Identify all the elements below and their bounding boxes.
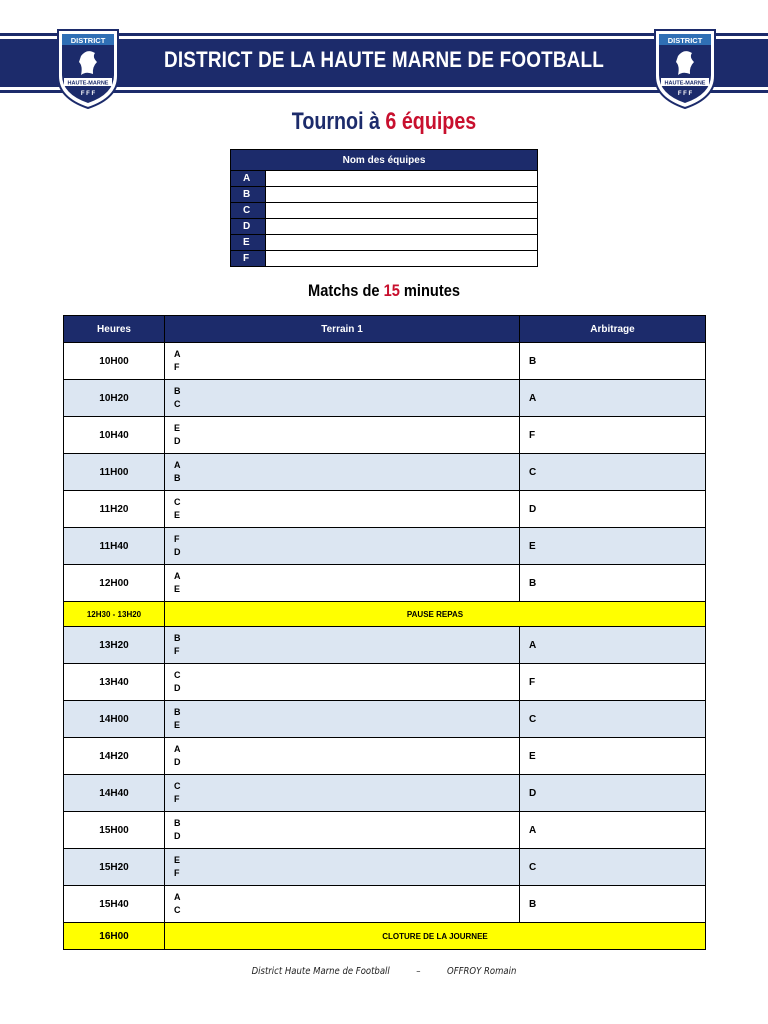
match-team-1: A xyxy=(174,349,181,359)
match-row xyxy=(64,775,706,812)
match-time: 11H40 xyxy=(64,528,165,565)
match-teams xyxy=(165,417,520,454)
match-team-1: A xyxy=(174,892,181,902)
match-team-1: A xyxy=(174,571,181,581)
logo-top-text: DISTRICT xyxy=(667,36,703,45)
district-logo-right xyxy=(650,26,720,110)
footer xyxy=(58,966,711,977)
match-referee: A xyxy=(520,627,706,664)
match-time: 13H40 xyxy=(64,664,165,701)
subtitle-suffix: minutes xyxy=(403,281,460,300)
team-row xyxy=(231,187,538,203)
match-team-1: B xyxy=(174,633,181,643)
match-referee: D xyxy=(520,775,706,812)
match-referee: A xyxy=(520,812,706,849)
break-time: 16H00 xyxy=(64,923,165,950)
district-logo-left xyxy=(53,26,123,110)
title-team-count: 6 xyxy=(385,108,397,135)
title-prefix: Tournoi à xyxy=(291,108,380,135)
match-team-2: C xyxy=(174,905,181,915)
match-team-2: D xyxy=(174,757,181,767)
match-referee: C xyxy=(520,701,706,738)
match-team-1: C xyxy=(174,497,181,507)
match-row xyxy=(64,886,706,923)
title-suffix: équipes xyxy=(401,108,477,135)
match-referee: B xyxy=(520,343,706,380)
teams-table xyxy=(230,149,538,267)
match-teams xyxy=(165,701,520,738)
match-row xyxy=(64,627,706,664)
logo-bottom-text: HAUTE-MARNE xyxy=(664,80,706,87)
team-letter: F xyxy=(231,251,266,267)
match-time: 11H00 xyxy=(64,454,165,491)
header-time: Heures xyxy=(64,316,165,343)
match-time: 15H00 xyxy=(64,812,165,849)
closing-row xyxy=(64,923,706,950)
team-name-field[interactable] xyxy=(266,235,538,251)
team-row xyxy=(231,219,538,235)
match-team-1: F xyxy=(174,534,180,544)
match-team-2: E xyxy=(174,720,181,730)
team-name-field[interactable] xyxy=(266,203,538,219)
team-row xyxy=(231,235,538,251)
team-letter: D xyxy=(231,219,266,235)
match-team-1: A xyxy=(174,460,181,470)
match-time: 12H00 xyxy=(64,565,165,602)
schedule-table xyxy=(63,315,706,950)
subtitle-prefix: Matchs de xyxy=(308,281,380,300)
match-team-2: E xyxy=(174,510,181,520)
match-row xyxy=(64,812,706,849)
match-time: 13H20 xyxy=(64,627,165,664)
match-row xyxy=(64,849,706,886)
break-time: 12H30 - 13H20 xyxy=(64,602,165,627)
logo-bottom-text: HAUTE-MARNE xyxy=(67,80,109,87)
team-name-field[interactable] xyxy=(266,171,538,187)
match-teams xyxy=(165,343,520,380)
header-field: Terrain 1 xyxy=(165,316,520,343)
match-row xyxy=(64,343,706,380)
match-teams xyxy=(165,380,520,417)
break-label: PAUSE REPAS xyxy=(165,602,706,627)
team-name-field[interactable] xyxy=(266,219,538,235)
match-time: 10H00 xyxy=(64,343,165,380)
team-row xyxy=(231,171,538,187)
match-team-2: F xyxy=(174,794,180,804)
match-teams xyxy=(165,775,520,812)
match-row xyxy=(64,738,706,775)
match-teams xyxy=(165,627,520,664)
match-team-2: F xyxy=(174,868,180,878)
match-team-1: C xyxy=(174,670,181,680)
match-row xyxy=(64,417,706,454)
match-teams xyxy=(165,491,520,528)
subtitle-minutes: 15 xyxy=(383,281,400,300)
match-teams xyxy=(165,565,520,602)
team-letter: E xyxy=(231,235,266,251)
match-team-2: D xyxy=(174,831,181,841)
match-row xyxy=(64,454,706,491)
footer-left: District Haute Marne de Football xyxy=(251,966,390,977)
team-letter: C xyxy=(231,203,266,219)
header-referee: Arbitrage xyxy=(520,316,706,343)
match-referee: B xyxy=(520,565,706,602)
team-row xyxy=(231,251,538,267)
match-duration xyxy=(54,281,714,301)
match-time: 11H20 xyxy=(64,491,165,528)
match-referee: E xyxy=(520,528,706,565)
match-referee: B xyxy=(520,886,706,923)
match-team-1: A xyxy=(174,744,181,754)
match-time: 10H40 xyxy=(64,417,165,454)
match-team-2: C xyxy=(174,399,181,409)
match-time: 10H20 xyxy=(64,380,165,417)
logo-fff-text: F F F xyxy=(677,91,693,97)
teams-header: Nom des équipes xyxy=(231,150,538,171)
match-referee: C xyxy=(520,454,706,491)
match-referee: C xyxy=(520,849,706,886)
team-row xyxy=(231,203,538,219)
match-teams xyxy=(165,738,520,775)
match-referee: F xyxy=(520,417,706,454)
match-team-2: F xyxy=(174,646,180,656)
match-referee: E xyxy=(520,738,706,775)
break-row xyxy=(64,602,706,627)
team-name-field[interactable] xyxy=(266,187,538,203)
match-row xyxy=(64,565,706,602)
match-time: 14H20 xyxy=(64,738,165,775)
footer-right: OFFROY Romain xyxy=(447,966,517,977)
match-referee: F xyxy=(520,664,706,701)
match-row xyxy=(64,664,706,701)
team-letter: B xyxy=(231,187,266,203)
match-team-2: E xyxy=(174,584,181,594)
match-teams xyxy=(165,528,520,565)
match-team-1: B xyxy=(174,386,181,396)
match-team-2: D xyxy=(174,683,181,693)
teams-header-row xyxy=(231,150,538,171)
logo-top-text: DISTRICT xyxy=(70,36,106,45)
match-team-1: B xyxy=(174,707,181,717)
footer-separator: – xyxy=(416,966,421,977)
match-time: 15H20 xyxy=(64,849,165,886)
match-team-1: E xyxy=(174,423,181,433)
break-label: CLOTURE DE LA JOURNEE xyxy=(165,923,706,950)
match-row xyxy=(64,528,706,565)
match-team-1: E xyxy=(174,855,181,865)
match-row xyxy=(64,380,706,417)
match-teams xyxy=(165,849,520,886)
match-team-2: D xyxy=(174,436,181,446)
match-time: 14H00 xyxy=(64,701,165,738)
match-referee: D xyxy=(520,491,706,528)
match-row xyxy=(64,701,706,738)
match-team-2: F xyxy=(174,362,180,372)
page-header-title: DISTRICT DE LA HAUTE MARNE DE FOOTBALL xyxy=(164,47,604,72)
match-teams xyxy=(165,812,520,849)
match-teams xyxy=(165,454,520,491)
team-letter: A xyxy=(231,171,266,187)
tournament-title xyxy=(69,108,699,136)
match-row xyxy=(64,491,706,528)
team-name-field[interactable] xyxy=(266,251,538,267)
match-team-1: C xyxy=(174,781,181,791)
match-team-1: B xyxy=(174,818,181,828)
match-team-2: B xyxy=(174,473,181,483)
match-time: 15H40 xyxy=(64,886,165,923)
schedule-header-row xyxy=(64,316,706,343)
logo-fff-text: F F F xyxy=(80,91,96,97)
match-team-2: D xyxy=(174,547,181,557)
match-time: 14H40 xyxy=(64,775,165,812)
match-teams xyxy=(165,886,520,923)
match-referee: A xyxy=(520,380,706,417)
match-teams xyxy=(165,664,520,701)
